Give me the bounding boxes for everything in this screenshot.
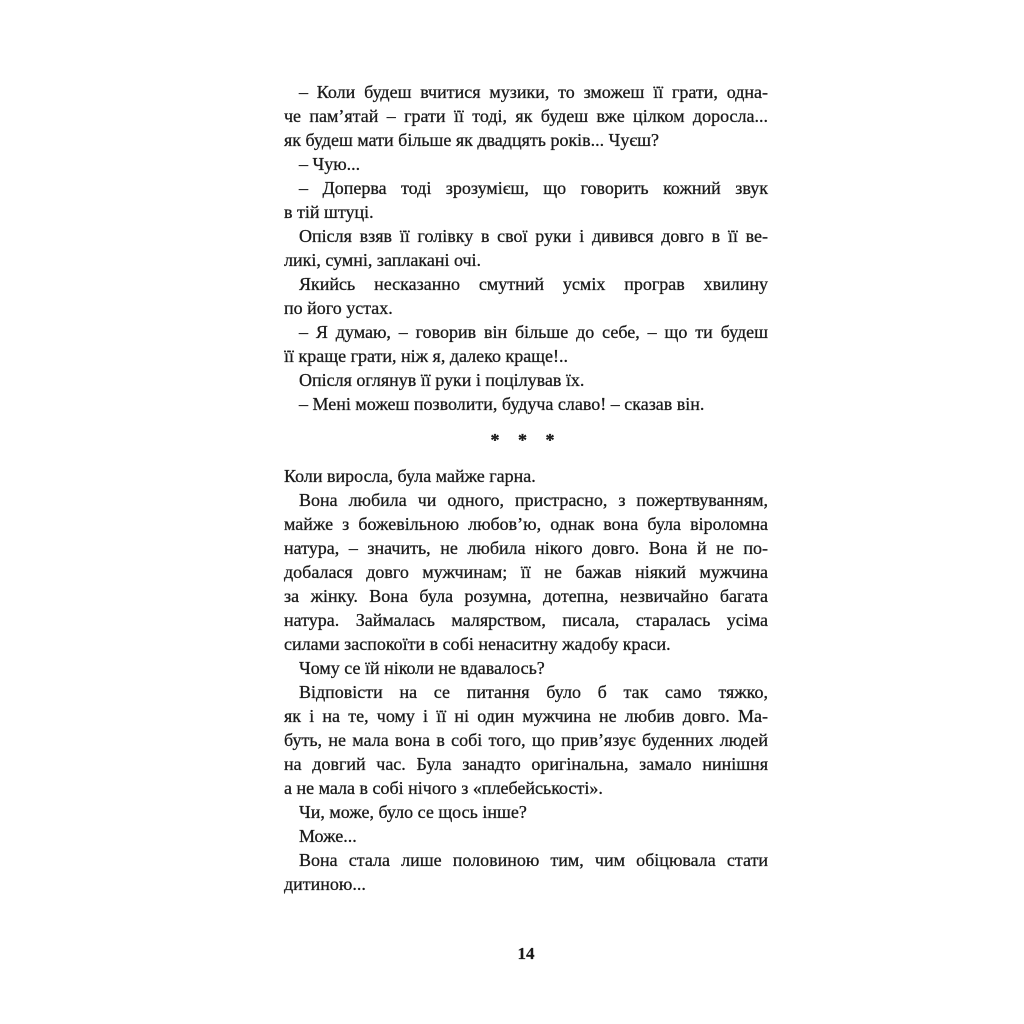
text-line: Відповісти на се питання було б так само тяжко, xyxy=(299,682,768,702)
text-line: натура. Займалась малярством, писала, старалась усіма xyxy=(284,610,768,630)
text-line: дитиною... xyxy=(284,874,366,894)
text-line: Чи, може, було се щось інше? xyxy=(299,802,527,822)
text-line: Опісля взяв її голівку в свої руки і дивився довго в її ве- xyxy=(299,226,768,246)
text-line: Якийсь несказанно смутний усміх програв хвилину xyxy=(299,274,768,294)
text-line: Коли виросла, була майже гарна. xyxy=(284,466,536,486)
text-line: ликі, сумні, заплакані очі. xyxy=(284,250,482,270)
page-number: 14 xyxy=(517,944,535,963)
text-line: че пам’ятай – грати її тоді, як будеш вже цілком доросла... xyxy=(284,106,768,126)
text-line: Чому се їй ніколи не вдавалось? xyxy=(299,658,545,678)
text-line: – Я думаю, – говорив він більше до себе, – що ти будеш xyxy=(299,322,768,342)
text-line: добалася довго мужчинам; її не бажав ніякий мужчина xyxy=(284,562,768,582)
text-line: як і на те, чому і її ні один мужчина не любив довго. Ма- xyxy=(284,706,768,726)
text-line: Вона стала лише половиною тим, чим обіцювала стати xyxy=(299,850,768,870)
text-line: в тій штуці. xyxy=(284,202,374,222)
section-separator: * * * xyxy=(490,430,562,450)
text-line: Може... xyxy=(299,826,357,846)
text-line: силами заспокоїти в собі ненаситну жадобу краси. xyxy=(284,634,671,654)
text-line: Опісля оглянув її руки і поцілував їх. xyxy=(299,370,585,390)
text-line: за жінку. Вона була розумна, дотепна, незвичайно багата xyxy=(284,586,768,606)
text-line: – Доперва тоді зрозумієш, що говорить кожний звук xyxy=(299,178,768,198)
text-line: буть, не мала вона в собі того, що прив’язує буденних людей xyxy=(284,730,768,750)
text-line: майже з божевільною любов’ю, однак вона була віроломна xyxy=(284,514,768,534)
text-line: – Чую... xyxy=(299,154,361,174)
text-line: як будеш мати більше як двадцять років... Чуєш? xyxy=(284,130,659,150)
text-line: – Коли будеш вчитися музики, то зможеш її грати, одна- xyxy=(299,82,768,102)
text-line: її краще грати, ніж я, далеко краще!.. xyxy=(284,346,569,366)
text-line: а не мала в собі нічого з «плебейськості». xyxy=(284,778,603,798)
text-line: по його устах. xyxy=(284,298,393,318)
text-line: на довгий час. Була занадто оригінальна, замало нинішня xyxy=(284,754,768,774)
text-line: натура, – значить, не любила нікого довго. Вона й не по- xyxy=(284,538,768,558)
text-line: Вона любила чи одного, пристрасно, з пожертвуванням, xyxy=(299,490,768,510)
text-line: – Мені можеш позволити, будуча славо! – сказав він. xyxy=(299,394,705,414)
page-text-block xyxy=(284,80,768,896)
